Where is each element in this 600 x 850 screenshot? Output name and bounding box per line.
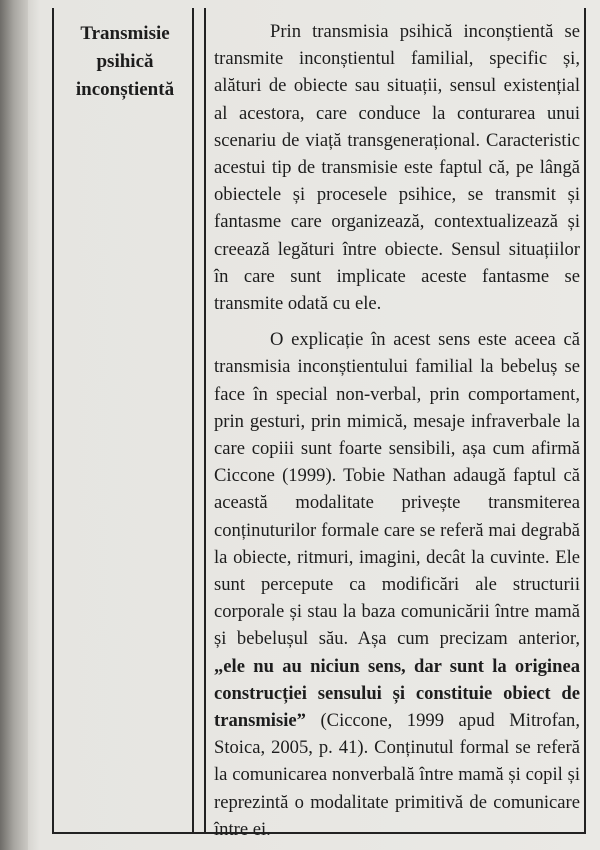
term-line-2: psihică — [96, 51, 154, 72]
book-gutter — [0, 0, 28, 850]
term-line-1: Transmisie — [80, 23, 170, 44]
definition-cell — [214, 18, 580, 843]
column-divider-left — [192, 8, 194, 832]
column-divider-right — [204, 8, 206, 832]
paragraph-2-text-before: O explicație în acest sens este aceea că transmisia inconștientului familial la bebeluș se face în special non-verbal, prin comportament, prin gesturi, prin mimică, mesaje infraverbale la care copiii sunt foarte sensibili, așa cum afirmă Ciccone (1999). Tobie Nathan adaugă faptul că această modalitate privește transmiterea conținuturilor formale care se referă mai degrabă la obiecte, ritmuri, imagini, decât la cuvinte. Ele sunt percepute ca modificări ale structurii corporale și stau la baza comunicării între mamă și bebelușul său. Așa cum precizam anterior, — [214, 329, 580, 650]
paragraph-2-quote: „ele nu au niciun sens, dar sunt la originea construcției sensului și constituie obiect de transmisie” — [214, 655, 580, 732]
paragraph-1: Prin transmisia psihică inconștientă se transmite inconștientul familial, specific și, alături de obiecte sau situații, sensul existențial al acestora, care conduce la conturarea unui scenariu de viață transgenerațional. Caracteristic acestui tip de transmisie este faptul că, pe lângă obiectele și procesele psihice, se transmit și fantasme care organizează, contextualizează și creează legături între obiecte. Sensul situațiilor în care sunt implicate aceste fantasme se transmite odată cu ele. — [214, 21, 580, 315]
term-line-3: inconștientă — [75, 79, 175, 100]
term-cell — [62, 20, 188, 104]
paragraph-2 — [214, 326, 580, 843]
paragraph-2-text-after: (Ciccone, 1999 apud Mitrofan, Stoica, 2005, p. 41). Conținutul formal se referă la comunicarea nonverbală între mamă și copil și reprezintă o modalitate primitivă de comunicare între ei. — [214, 710, 580, 840]
content-table — [52, 8, 586, 840]
